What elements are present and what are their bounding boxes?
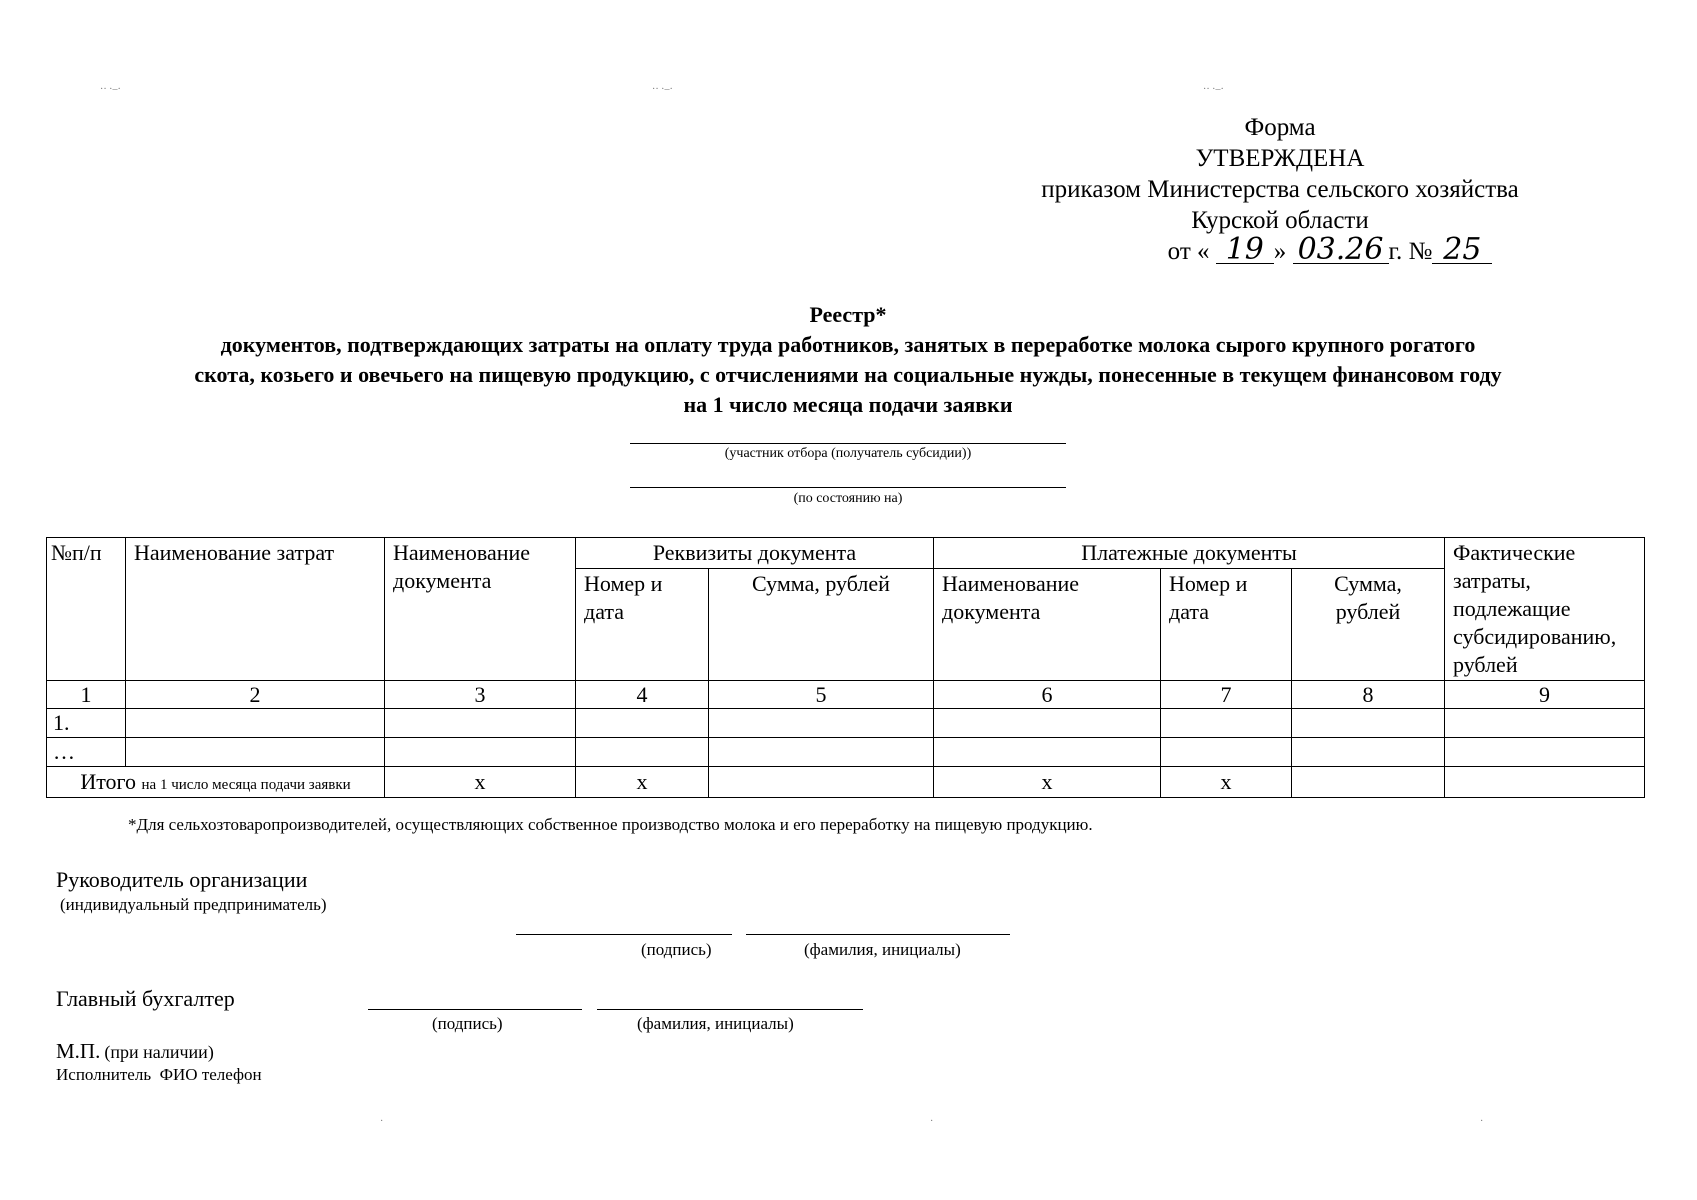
accountant-name-caption: (фамилия, инициалы) xyxy=(637,1014,794,1033)
header-actual-costs: Фактические затраты, подлежащие субсидированию, рублей xyxy=(1445,538,1645,681)
total-label xyxy=(47,767,385,798)
table-cell[interactable] xyxy=(385,738,576,767)
scan-speck: ·· ·–· xyxy=(100,84,121,95)
register-table xyxy=(46,537,1645,798)
table-cell[interactable] xyxy=(126,709,385,738)
approval-block xyxy=(1000,112,1560,267)
head-title: Руководитель организации xyxy=(56,867,308,892)
column-number: 1 xyxy=(47,681,126,709)
accountant-title: Главный бухгалтер xyxy=(56,986,235,1011)
accountant-signature-caption: (подпись) xyxy=(432,1014,503,1033)
total-mark: х xyxy=(576,767,709,798)
scan-speck: · xyxy=(930,1116,934,1127)
table-row xyxy=(47,709,1645,738)
stamp-main: М.П. xyxy=(56,1039,101,1063)
scan-speck: · xyxy=(380,1116,384,1127)
head-signature-line[interactable] xyxy=(516,934,732,935)
approval-approved-label: УТВЕРЖДЕНА xyxy=(1195,145,1365,172)
total-mark: х xyxy=(1161,767,1292,798)
column-number: 8 xyxy=(1292,681,1445,709)
header-doc-name: Наименование документа xyxy=(385,538,576,681)
total-label-main: Итого xyxy=(80,769,137,794)
row-number: … xyxy=(47,738,126,767)
table-cell[interactable] xyxy=(385,709,576,738)
date-mid: » xyxy=(1273,238,1287,265)
column-number: 9 xyxy=(1445,681,1645,709)
header-payment-docs: Платежные документы xyxy=(934,538,1445,569)
executor-line: Исполнитель ФИО телефон xyxy=(56,1065,262,1084)
column-number: 6 xyxy=(934,681,1161,709)
as-of-field-line[interactable] xyxy=(630,487,1066,488)
accountant-signature-line[interactable] xyxy=(368,1009,582,1010)
table-cell[interactable] xyxy=(1445,709,1645,738)
total-cell[interactable] xyxy=(709,767,934,798)
total-mark: х xyxy=(385,767,576,798)
footnote: *Для сельхозтоваропроизводителей, осуществляющих собственное производство молока и его переработку на пищевую продукцию. xyxy=(128,815,1093,834)
header-doc-details: Реквизиты документа xyxy=(576,538,934,569)
total-mark: х xyxy=(934,767,1161,798)
scan-speck: ·· ·–· xyxy=(652,84,673,95)
column-number-row xyxy=(47,681,1645,709)
stamp-line xyxy=(56,1039,214,1064)
table-cell[interactable] xyxy=(709,709,934,738)
head-name-caption: (фамилия, инициалы) xyxy=(804,940,961,959)
title-line-1: документов, подтверждающих затраты на оплату труда работников, занятых в переработке молока сырого крупного рогатого xyxy=(220,332,1476,357)
table-cell[interactable] xyxy=(1445,738,1645,767)
total-cell[interactable] xyxy=(1292,767,1445,798)
date-suffix: г. № xyxy=(1388,238,1433,265)
table-cell[interactable] xyxy=(1292,738,1445,767)
total-label-small: на 1 число месяца подачи заявки xyxy=(141,777,351,793)
total-row xyxy=(47,767,1645,798)
table-cell[interactable] xyxy=(126,738,385,767)
table-cell[interactable] xyxy=(934,709,1161,738)
date-prefix: от « xyxy=(1167,238,1210,265)
table-row xyxy=(47,738,1645,767)
scan-speck: ·· ·–· xyxy=(1203,84,1224,95)
total-cell[interactable] xyxy=(1445,767,1645,798)
scan-speck: · xyxy=(1480,1116,1484,1127)
header-num: №п/п xyxy=(47,538,126,681)
header-cost-name: Наименование затрат xyxy=(126,538,385,681)
approval-form-label: Форма xyxy=(1244,114,1316,141)
header-doc-sum: Сумма, рублей xyxy=(709,569,934,681)
table-cell[interactable] xyxy=(1161,709,1292,738)
header-pay-sum: Сумма, рублей xyxy=(1292,569,1445,681)
order-number-handwritten: 25 xyxy=(1432,237,1492,264)
stamp-note: (при наличии) xyxy=(104,1042,214,1062)
header-pay-number-date: Номер и дата xyxy=(1161,569,1292,681)
title-heading: Реестр* xyxy=(809,302,887,327)
date-day-handwritten: 19 xyxy=(1216,237,1274,264)
column-number: 4 xyxy=(576,681,709,709)
column-number: 2 xyxy=(126,681,385,709)
column-number: 3 xyxy=(385,681,576,709)
table-cell[interactable] xyxy=(576,709,709,738)
header-doc-number-date: Номер и дата xyxy=(576,569,709,681)
table-cell[interactable] xyxy=(934,738,1161,767)
table-cell[interactable] xyxy=(1161,738,1292,767)
head-subtitle: (индивидуальный предприниматель) xyxy=(60,895,327,914)
approval-date-line xyxy=(1050,232,1610,267)
header-row-top xyxy=(47,538,1645,569)
as-of-caption: (по состоянию на) xyxy=(793,491,903,506)
row-number: 1. xyxy=(47,709,126,738)
approval-order-line: приказом Министерства сельского хозяйства xyxy=(1041,176,1519,203)
table-cell[interactable] xyxy=(709,738,934,767)
approval-region-line: Курской области xyxy=(1191,207,1369,234)
date-month-handwritten: 03.26 xyxy=(1293,237,1389,264)
title-line-2: скота, козьего и овечьего на пищевую продукцию, с отчислениями на социальные нужды, понесенные в текущем финансовом году xyxy=(194,362,1502,387)
header-pay-doc-name: Наименование документа xyxy=(934,569,1161,681)
accountant-name-line[interactable] xyxy=(597,1009,863,1010)
table-cell[interactable] xyxy=(1292,709,1445,738)
participant-caption: (участник отбора (получатель субсидии)) xyxy=(724,446,972,461)
title-line-3: на 1 число месяца подачи заявки xyxy=(683,392,1013,417)
table-cell[interactable] xyxy=(576,738,709,767)
column-number: 5 xyxy=(709,681,934,709)
column-number: 7 xyxy=(1161,681,1292,709)
participant-field-line[interactable] xyxy=(630,443,1066,444)
document-title xyxy=(58,300,1638,420)
head-name-line[interactable] xyxy=(746,934,1010,935)
head-signature-caption: (подпись) xyxy=(641,940,712,959)
